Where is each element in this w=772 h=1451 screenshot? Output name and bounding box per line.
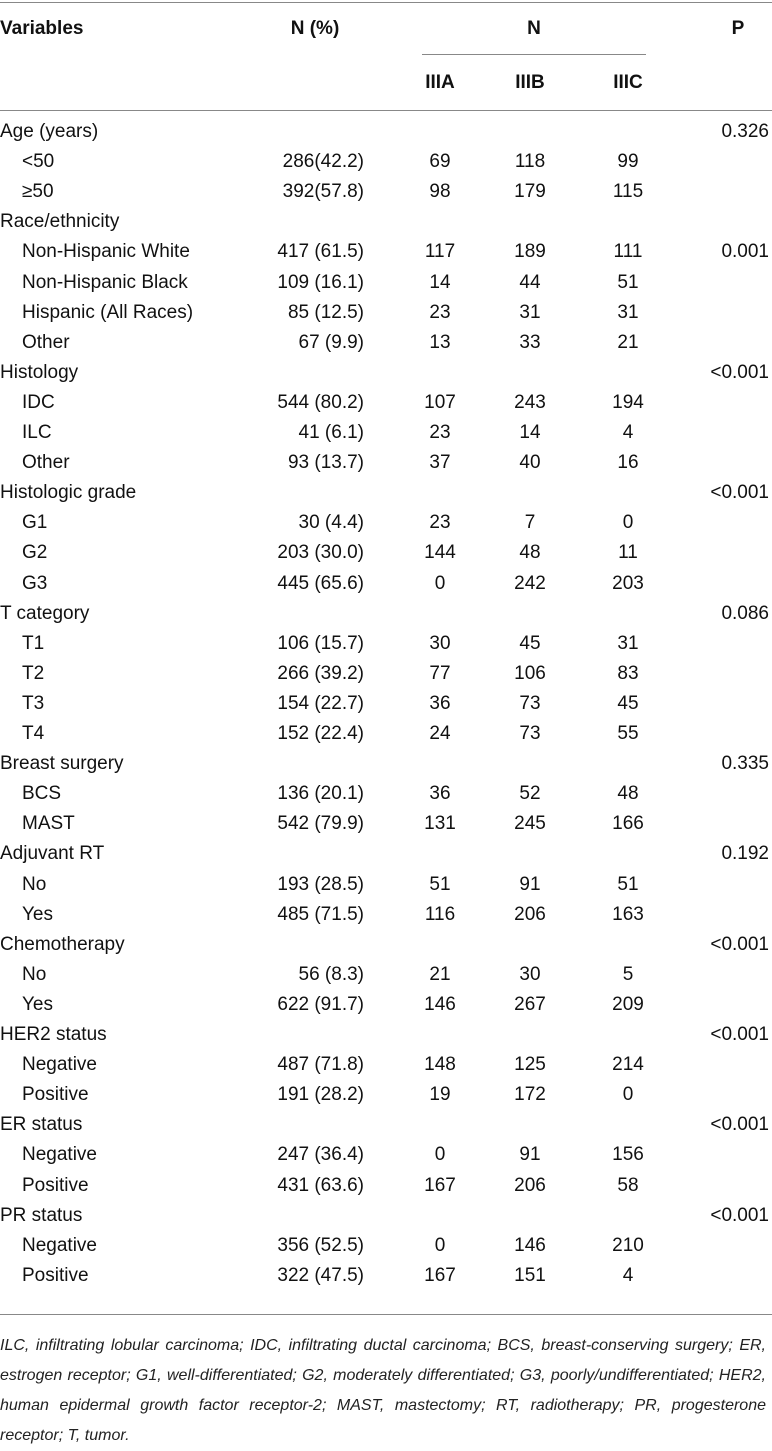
cell-n-percent: 542 (79.9) — [277, 813, 364, 834]
group-label: Race/ethnicity — [0, 211, 120, 232]
cell-iiic: 111 — [613, 241, 643, 262]
cell-iiib: 189 — [514, 241, 546, 262]
cell-iiic: 156 — [612, 1144, 644, 1165]
cell-iiib: 125 — [514, 1054, 546, 1075]
cell-iiib: 30 — [519, 964, 541, 985]
cell-iiic: 115 — [612, 181, 644, 202]
cell-p-value: <0.001 — [710, 1024, 769, 1045]
cell-n-percent: 67 (9.9) — [298, 332, 364, 353]
cell-iiia: 14 — [429, 272, 451, 293]
cell-iiic: 51 — [617, 272, 639, 293]
cell-n-percent: 152 (22.4) — [277, 723, 364, 744]
cell-iiib: 52 — [519, 783, 541, 804]
row-label: Other — [22, 452, 70, 473]
row-label: G3 — [22, 573, 48, 594]
row-label: No — [22, 964, 47, 985]
cell-iiic: 16 — [617, 452, 639, 473]
cell-iiia: 37 — [429, 452, 451, 473]
cell-p-value: 0.326 — [721, 121, 769, 142]
cell-p-value: <0.001 — [710, 362, 769, 383]
cell-iiib: 14 — [519, 422, 541, 443]
cell-n-percent: 191 (28.2) — [277, 1084, 364, 1105]
cell-iiic: 31 — [617, 633, 639, 654]
cell-iiia: 167 — [424, 1175, 456, 1196]
cell-iiib: 91 — [519, 874, 541, 895]
cell-n-percent: 106 (15.7) — [277, 633, 364, 654]
row-label: G1 — [22, 512, 48, 533]
row-label: Other — [22, 332, 70, 353]
cell-iiia: 30 — [429, 633, 451, 654]
cell-iiia: 0 — [434, 1235, 446, 1256]
cell-iiia: 36 — [429, 783, 451, 804]
row-label: Positive — [22, 1265, 89, 1286]
cell-iiia: 23 — [429, 302, 451, 323]
cell-iiib: 106 — [514, 663, 546, 684]
cell-iiib: 245 — [514, 813, 546, 834]
row-label: Non-Hispanic White — [22, 241, 190, 262]
group-label: HER2 status — [0, 1024, 107, 1045]
cell-iiic: 194 — [612, 392, 644, 413]
row-label: Non-Hispanic Black — [22, 272, 188, 293]
cell-iiib: 73 — [519, 693, 541, 714]
cell-n-percent: 266 (39.2) — [277, 663, 364, 684]
header-stage-iiib: IIIB — [515, 72, 545, 93]
n-group-rule — [422, 54, 646, 55]
group-label: T category — [0, 603, 90, 624]
cell-n-percent: 417 (61.5) — [277, 241, 364, 262]
group-label: Chemotherapy — [0, 934, 125, 955]
cell-iiic: 45 — [617, 693, 639, 714]
cell-iiic: 55 — [617, 723, 639, 744]
cell-iiib: 45 — [519, 633, 541, 654]
group-label: Histology — [0, 362, 79, 383]
row-label: T1 — [22, 633, 45, 654]
cell-n-percent: 431 (63.6) — [277, 1175, 364, 1196]
cell-iiib: 40 — [519, 452, 541, 473]
header-stage-iiic: IIIC — [613, 72, 643, 93]
cell-n-percent: 392(57.8) — [282, 181, 364, 202]
cell-iiia: 146 — [424, 994, 456, 1015]
header-n-percent: N (%) — [290, 18, 340, 39]
cell-iiic: 209 — [612, 994, 644, 1015]
header-n-group: N — [527, 18, 541, 39]
cell-iiib: 73 — [519, 723, 541, 744]
cell-iiia: 23 — [429, 422, 451, 443]
cell-iiib: 48 — [519, 542, 541, 563]
cell-iiib: 179 — [514, 181, 546, 202]
row-label: ≥50 — [22, 181, 54, 202]
cell-n-percent: 247 (36.4) — [277, 1144, 364, 1165]
cell-iiia: 144 — [424, 542, 456, 563]
cell-iiia: 13 — [429, 332, 451, 353]
cell-n-percent: 445 (65.6) — [277, 573, 364, 594]
row-label: T3 — [22, 693, 45, 714]
row-label: <50 — [22, 151, 55, 172]
cell-iiia: 107 — [424, 392, 456, 413]
cell-iiic: 0 — [622, 1084, 634, 1105]
row-label: T2 — [22, 663, 45, 684]
group-label: Adjuvant RT — [0, 843, 105, 864]
header-rule — [0, 110, 772, 111]
cell-iiia: 117 — [424, 241, 456, 262]
cell-iiic: 5 — [622, 964, 634, 985]
cell-iiic: 58 — [617, 1175, 639, 1196]
row-label: Negative — [22, 1144, 97, 1165]
cell-n-percent: 41 (6.1) — [298, 422, 364, 443]
cell-n-percent: 203 (30.0) — [277, 542, 364, 563]
cell-iiib: 118 — [514, 151, 546, 172]
row-label: No — [22, 874, 47, 895]
group-label: Histologic grade — [0, 482, 137, 503]
cell-p-value: <0.001 — [710, 482, 769, 503]
cell-iiic: 11 — [618, 542, 638, 563]
cell-iiia: 36 — [429, 693, 451, 714]
row-label: Yes — [22, 904, 53, 925]
cell-iiib: 151 — [514, 1265, 546, 1286]
cell-iiia: 23 — [429, 512, 451, 533]
cell-iiic: 21 — [617, 332, 639, 353]
cell-iiib: 31 — [519, 302, 541, 323]
cell-p-value: 0.001 — [721, 241, 769, 262]
cell-iiia: 0 — [434, 573, 446, 594]
cell-p-value: <0.001 — [710, 934, 769, 955]
cell-n-percent: 136 (20.1) — [277, 783, 364, 804]
cell-p-value: <0.001 — [710, 1114, 769, 1135]
cell-iiia: 21 — [429, 964, 451, 985]
cell-n-percent: 109 (16.1) — [277, 272, 364, 293]
row-label: T4 — [22, 723, 45, 744]
cell-iiia: 24 — [429, 723, 451, 744]
cell-n-percent: 544 (80.2) — [277, 392, 364, 413]
cell-iiia: 19 — [429, 1084, 451, 1105]
cell-iiia: 51 — [429, 874, 451, 895]
cell-n-percent: 487 (71.8) — [277, 1054, 364, 1075]
cell-n-percent: 30 (4.4) — [298, 512, 364, 533]
cell-iiia: 77 — [429, 663, 451, 684]
row-label: Yes — [22, 994, 53, 1015]
cell-iiia: 131 — [424, 813, 456, 834]
row-label: Positive — [22, 1175, 89, 1196]
header-stage-iiia: IIIA — [425, 72, 455, 93]
cell-p-value: 0.192 — [721, 843, 769, 864]
row-label: ILC — [22, 422, 52, 443]
cell-iiic: 4 — [622, 1265, 634, 1286]
bottom-rule — [0, 1314, 772, 1315]
cell-n-percent: 322 (47.5) — [277, 1265, 364, 1286]
cell-n-percent: 286(42.2) — [282, 151, 364, 172]
top-rule — [0, 2, 772, 3]
cell-iiic: 31 — [617, 302, 639, 323]
cell-iiib: 242 — [514, 573, 546, 594]
cell-iiib: 44 — [519, 272, 541, 293]
row-label: Hispanic (All Races) — [22, 302, 194, 323]
row-label: MAST — [22, 813, 75, 834]
header-variables: Variables — [0, 18, 84, 39]
cell-iiia: 0 — [434, 1144, 446, 1165]
cell-iiic: 0 — [622, 512, 634, 533]
cell-iiic: 163 — [612, 904, 644, 925]
cell-iiic: 83 — [617, 663, 639, 684]
cell-iiib: 172 — [514, 1084, 546, 1105]
row-label: BCS — [22, 783, 62, 804]
row-label: Positive — [22, 1084, 89, 1105]
cell-iiic: 203 — [612, 573, 644, 594]
cell-iiic: 214 — [612, 1054, 644, 1075]
cell-iiib: 33 — [519, 332, 541, 353]
cell-iiia: 69 — [429, 151, 451, 172]
cell-iiic: 4 — [622, 422, 634, 443]
cell-iiia: 116 — [424, 904, 456, 925]
cell-iiib: 7 — [524, 512, 536, 533]
cell-n-percent: 93 (13.7) — [287, 452, 364, 473]
cell-iiic: 99 — [617, 151, 639, 172]
cell-iiib: 91 — [519, 1144, 541, 1165]
cell-n-percent: 193 (28.5) — [277, 874, 364, 895]
cell-iiic: 51 — [617, 874, 639, 895]
cell-iiic: 48 — [617, 783, 639, 804]
header-p: P — [731, 18, 745, 39]
cell-n-percent: 154 (22.7) — [277, 693, 364, 714]
cell-n-percent: 356 (52.5) — [277, 1235, 364, 1256]
cell-iiib: 267 — [514, 994, 546, 1015]
group-label: Age (years) — [0, 121, 99, 142]
cell-p-value: 0.335 — [721, 753, 769, 774]
cell-n-percent: 85 (12.5) — [287, 302, 364, 323]
cell-iiia: 98 — [429, 181, 451, 202]
group-label: ER status — [0, 1114, 83, 1135]
row-label: IDC — [22, 392, 55, 413]
cell-iiib: 243 — [514, 392, 546, 413]
cell-iiia: 148 — [424, 1054, 456, 1075]
cell-iiib: 206 — [514, 1175, 546, 1196]
table-footnote: ILC, infiltrating lobular carcinoma; IDC, infiltrating ductal carcinoma; BCS, breast-conserving surgery; ER, estrogen receptor; G1, well-differentiated; G2, moderately differentiated; G3, poorly/undifferentiated; HER2, human epidermal growth factor receptor-2; MAST, mastectomy; RT, radiotherapy; PR, progesterone receptor; T, tumor. — [0, 1337, 766, 1444]
group-label: Breast surgery — [0, 753, 124, 774]
cell-iiic: 210 — [612, 1235, 644, 1256]
cell-p-value: 0.086 — [721, 603, 769, 624]
cell-iiib: 146 — [514, 1235, 546, 1256]
row-label: Negative — [22, 1054, 97, 1075]
cell-n-percent: 485 (71.5) — [277, 904, 364, 925]
cell-iiib: 206 — [514, 904, 546, 925]
row-label: G2 — [22, 542, 48, 563]
row-label: Negative — [22, 1235, 97, 1256]
cell-n-percent: 622 (91.7) — [277, 994, 364, 1015]
cell-iiic: 166 — [612, 813, 644, 834]
cell-p-value: <0.001 — [710, 1205, 769, 1226]
group-label: PR status — [0, 1205, 83, 1226]
cell-n-percent: 56 (8.3) — [298, 964, 364, 985]
cell-iiia: 167 — [424, 1265, 456, 1286]
